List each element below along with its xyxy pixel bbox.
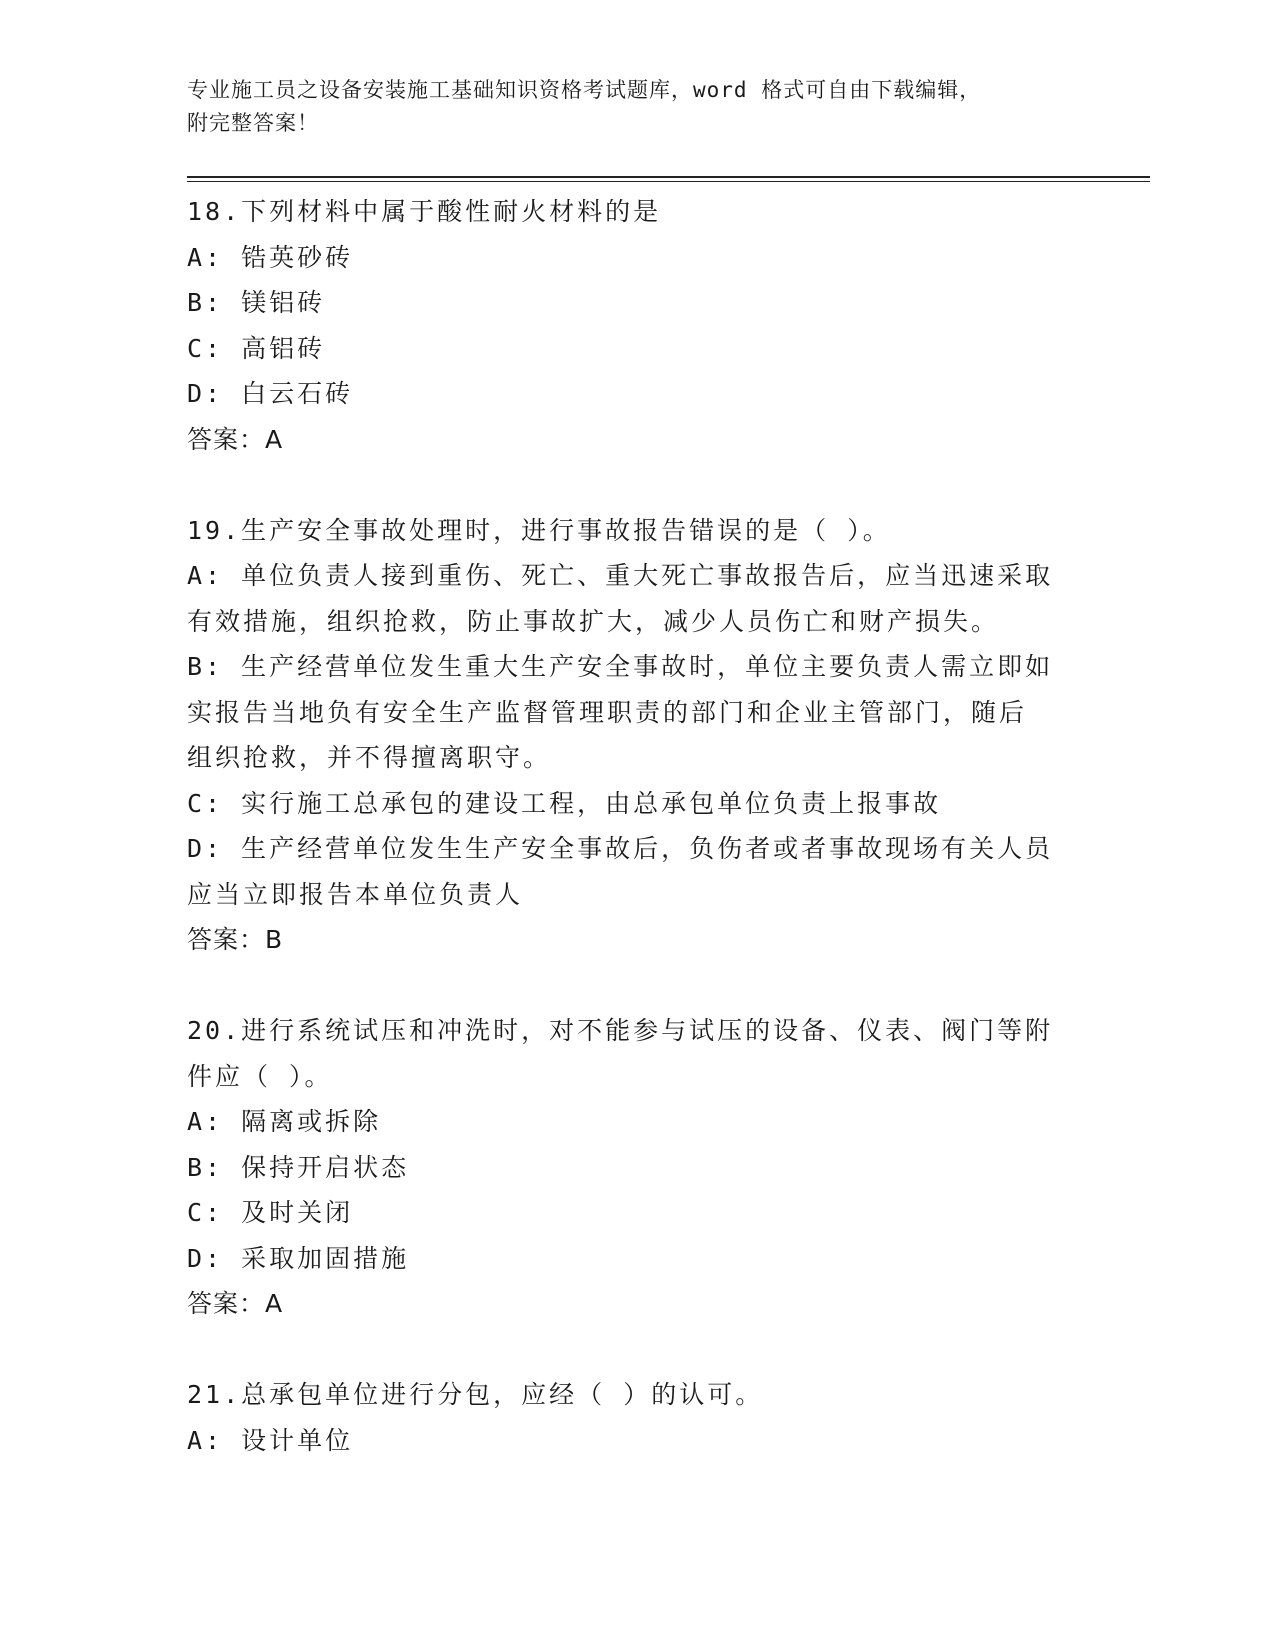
option-a-continued: 有效措施，组织抢救，防止事故扩大，减少人员伤亡和财产损失。 xyxy=(187,606,1000,636)
question-spacer xyxy=(187,1327,1087,1373)
option-a: A: 隔离或拆除 xyxy=(187,1107,382,1136)
header-divider xyxy=(187,176,1150,178)
question-list xyxy=(187,189,1087,1463)
option-a: A: 锆英砂砖 xyxy=(187,242,354,272)
option-b: B: 镁铝砖 xyxy=(187,288,326,317)
header-line: 专业施工员之设备安装施工基础知识资格考试题库，word 格式可自由下载编辑， xyxy=(187,78,982,102)
question-18 xyxy=(187,189,1087,462)
question-stem: 19.生产安全事故处理时，进行事故报告错误的是（ ）。 xyxy=(187,515,891,545)
question-21 xyxy=(187,1372,1087,1463)
option-c: C: 及时关闭 xyxy=(187,1198,354,1227)
question-19 xyxy=(187,508,1087,963)
answer-label: 答案：A xyxy=(187,424,284,454)
option-d: D: 生产经营单位发生生产安全事故后，负伤者或者事故现场有关人员 xyxy=(187,834,1054,863)
option-b-continued: 实报告当地负有安全生产监督管理职责的部门和企业主管部门，随后 xyxy=(187,697,1028,727)
header-line: 附完整答案！ xyxy=(187,111,319,135)
option-c: C: 高铝砖 xyxy=(187,333,326,363)
header-divider xyxy=(187,181,1150,182)
question-stem-continued: 件应（ ）。 xyxy=(187,1061,333,1091)
question-spacer xyxy=(187,963,1087,1009)
question-stem: 21.总承包单位进行分包，应经（ ）的认可。 xyxy=(187,1380,764,1409)
question-stem: 18.下列材料中属于酸性耐火材料的是 xyxy=(187,197,662,226)
option-d-continued: 应当立即报告本单位负责人 xyxy=(187,879,524,909)
option-a: A: 单位负责人接到重伤、死亡、重大死亡事故报告后，应当迅速采取 xyxy=(187,561,1054,590)
option-a: A: 设计单位 xyxy=(187,1425,354,1455)
question-20 xyxy=(187,1008,1087,1327)
option-b: B: 生产经营单位发生重大生产安全事故时，单位主要负责人需立即如 xyxy=(187,652,1054,681)
question-spacer xyxy=(187,462,1087,508)
option-d: D: 采取加固措施 xyxy=(187,1243,410,1273)
document-header xyxy=(187,74,1087,140)
answer-label: 答案：B xyxy=(187,925,284,954)
answer-label: 答案：A xyxy=(187,1289,284,1318)
option-b: B: 保持开启状态 xyxy=(187,1152,410,1182)
question-stem: 20.进行系统试压和冲洗时，对不能参与试压的设备、仪表、阀门等附 xyxy=(187,1016,1054,1045)
option-d: D: 白云石砖 xyxy=(187,379,354,408)
option-c: C: 实行施工总承包的建设工程，由总承包单位负责上报事故 xyxy=(187,788,942,818)
option-b-continued: 组织抢救，并不得擅离职守。 xyxy=(187,743,552,772)
